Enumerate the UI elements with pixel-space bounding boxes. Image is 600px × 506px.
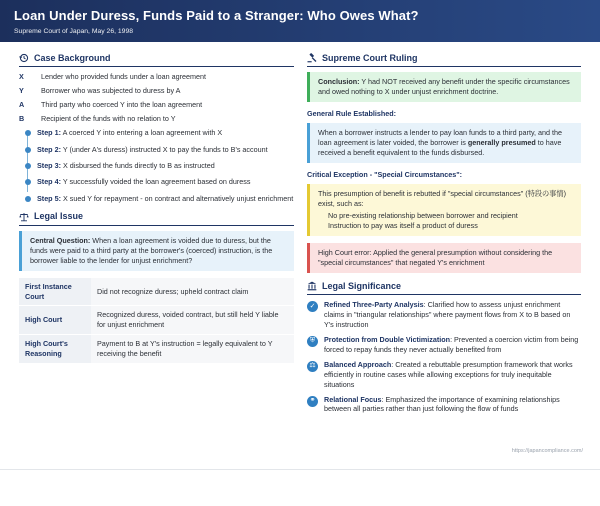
exception-text: This presumption of benefit is rebutted if "special circumstances" (特段の事情) exist, such as: [318,188,566,208]
step-text: A coerced Y into entering a loan agreement with X [60,128,223,138]
court-decision: Did not recognize duress; upheld contract claim [91,278,294,306]
party-desc: Third party who coerced Y into the loan agreement [41,100,203,110]
general-rule-emphasis: generally presumed [467,138,536,148]
conclusion-box [307,72,581,102]
significance-text: : Prevented a coercion victim from being forced to repay funds they never actually benefited from [324,334,579,354]
significance-label: Relational Focus [324,394,382,404]
timeline-dot-icon [25,130,31,136]
significance-text: : Created a rebuttable presumption framework that works efficiently in routine cases while allowing exceptions for truly inequitable situations [324,359,573,389]
central-question-box [19,231,294,271]
significance-label: Refined Three-Party Analysis [324,300,424,309]
step-text: Y successfully voided the loan agreement based on duress [60,177,251,187]
party-row [19,72,294,82]
check-icon: ✓ [307,301,318,312]
central-question-text: When a loan agreement is voided due to duress, but the funds were paid to a third party at the borrower's (coerced) instruction, is the borrower liable to the lender for unjust enrichment? [30,235,273,265]
general-rule-heading: General Rule Established: [307,109,397,119]
court-name: High Court [19,306,91,335]
shield-icon: ⛨ [307,336,318,347]
step-label: Step 5: [37,193,61,203]
court-decision: Recognized duress, voided contract, but still held Y liable for unjust enrichment [91,306,294,335]
step-label: Step 3: [37,161,61,171]
conclusion-label: Conclusion: [318,77,360,87]
case-background-heading [19,52,294,67]
significance-label: Balanced Approach [324,359,392,369]
party-key: X [19,72,24,82]
significance-text: : Clarified how to assess unjust enrichment claims in "triangular relationships" where payment flows from X to B based on Y's instruction [324,300,571,329]
timeline-step [25,194,294,204]
exception-box [307,184,581,236]
court-name: High Court's Reasoning [19,335,91,364]
ruling-title: Supreme Court Ruling [322,53,418,63]
timeline-dot-icon [25,179,31,185]
header-banner [0,0,600,42]
significance-item [307,395,581,415]
party-desc: Recipient of the funds with no relation to Y [41,114,176,124]
table-row [19,306,294,335]
general-rule-text: When a borrower instructs a lender to pay loan funds to a third party, and the loan agreement is later voided, the borrower is [318,128,562,148]
balance-icon: ⚖ [307,361,318,372]
significance-item [307,300,581,330]
central-question-label: Central Question: [30,235,91,245]
timeline-dot-icon [25,163,31,169]
history-icon [19,53,29,63]
error-box [307,243,581,273]
step-label: Step 1: [37,128,61,138]
court-history-table [19,278,294,365]
footer-area [0,469,600,506]
list-item: No pre-existing relationship between borrower and recipient [328,210,518,220]
timeline-step [25,161,294,171]
left-column [19,52,294,364]
page-title: Loan Under Duress, Funds Paid to a Stranger: Who Owes What? [14,8,419,23]
court-name: First Instance Court [19,278,91,306]
scale-icon [19,212,29,222]
timeline-step [25,145,294,155]
party-row [19,100,294,110]
step-label: Step 4: [37,177,61,187]
step-label: Step 2: [37,144,61,154]
timeline-step [25,177,294,187]
institution-icon [307,281,317,291]
significance-title: Legal Significance [322,280,402,291]
step-text: X disbursed the funds directly to B as instructed [60,161,215,171]
conclusion-text: Y had NOT received any benefit under the specific circumstances and owed nothing to X under unjust enrichment doctrine. [318,77,570,97]
significance-label: Protection from Double Victimization [324,334,451,344]
step-text: X sued Y for repayment - on contract and alternatively unjust enrichment [60,193,294,203]
timeline-step [25,128,294,138]
general-rule-text-end: to have received a benefit equivalent to the funds disbursed. [318,138,562,158]
right-column [307,52,581,419]
source-url: https://japancompliance.com/ [511,448,583,454]
party-key: A [19,100,25,110]
timeline-dot-icon [25,196,31,202]
party-list [19,72,294,124]
exception-list [318,211,573,231]
timeline-dot-icon [25,147,31,153]
ruling-heading [307,52,581,67]
legal-issue-heading [19,210,294,225]
link-icon: ⚭ [307,396,318,407]
court-decision: Payment to B at Y's instruction = legally equivalent to Y receiving the benefit [91,335,294,364]
gavel-icon [307,53,317,63]
exception-heading: Critical Exception - "Special Circumstances": [307,170,463,180]
table-row [19,278,294,306]
party-key: Y [19,86,24,96]
general-rule-box [307,123,581,163]
significance-item [307,360,581,390]
list-item: Instruction to pay was itself a product of duress [328,220,478,230]
table-row [19,335,294,364]
case-background-title: Case Background [34,53,111,63]
step-text: Y (under A's duress) instructed X to pay the funds to B's account [60,144,268,154]
error-text: High Court error: Applied the general presumption without considering the "special circumstances" that negated Y's enrichment [318,247,553,267]
timeline [25,128,294,204]
significance-text: : Emphasized the importance of examining relationships between all parties rather than just following the flow of funds [324,394,560,414]
party-desc: Lender who provided funds under a loan agreement [41,72,207,82]
significance-heading [307,280,581,295]
significance-item [307,335,581,355]
party-row [19,114,294,124]
page-subtitle: Supreme Court of Japan, May 26, 1998 [14,27,134,35]
party-desc: Borrower who was subjected to duress by A [41,86,181,96]
legal-issue-title: Legal Issue [34,211,84,222]
party-row [19,86,294,96]
party-key: B [19,114,25,124]
